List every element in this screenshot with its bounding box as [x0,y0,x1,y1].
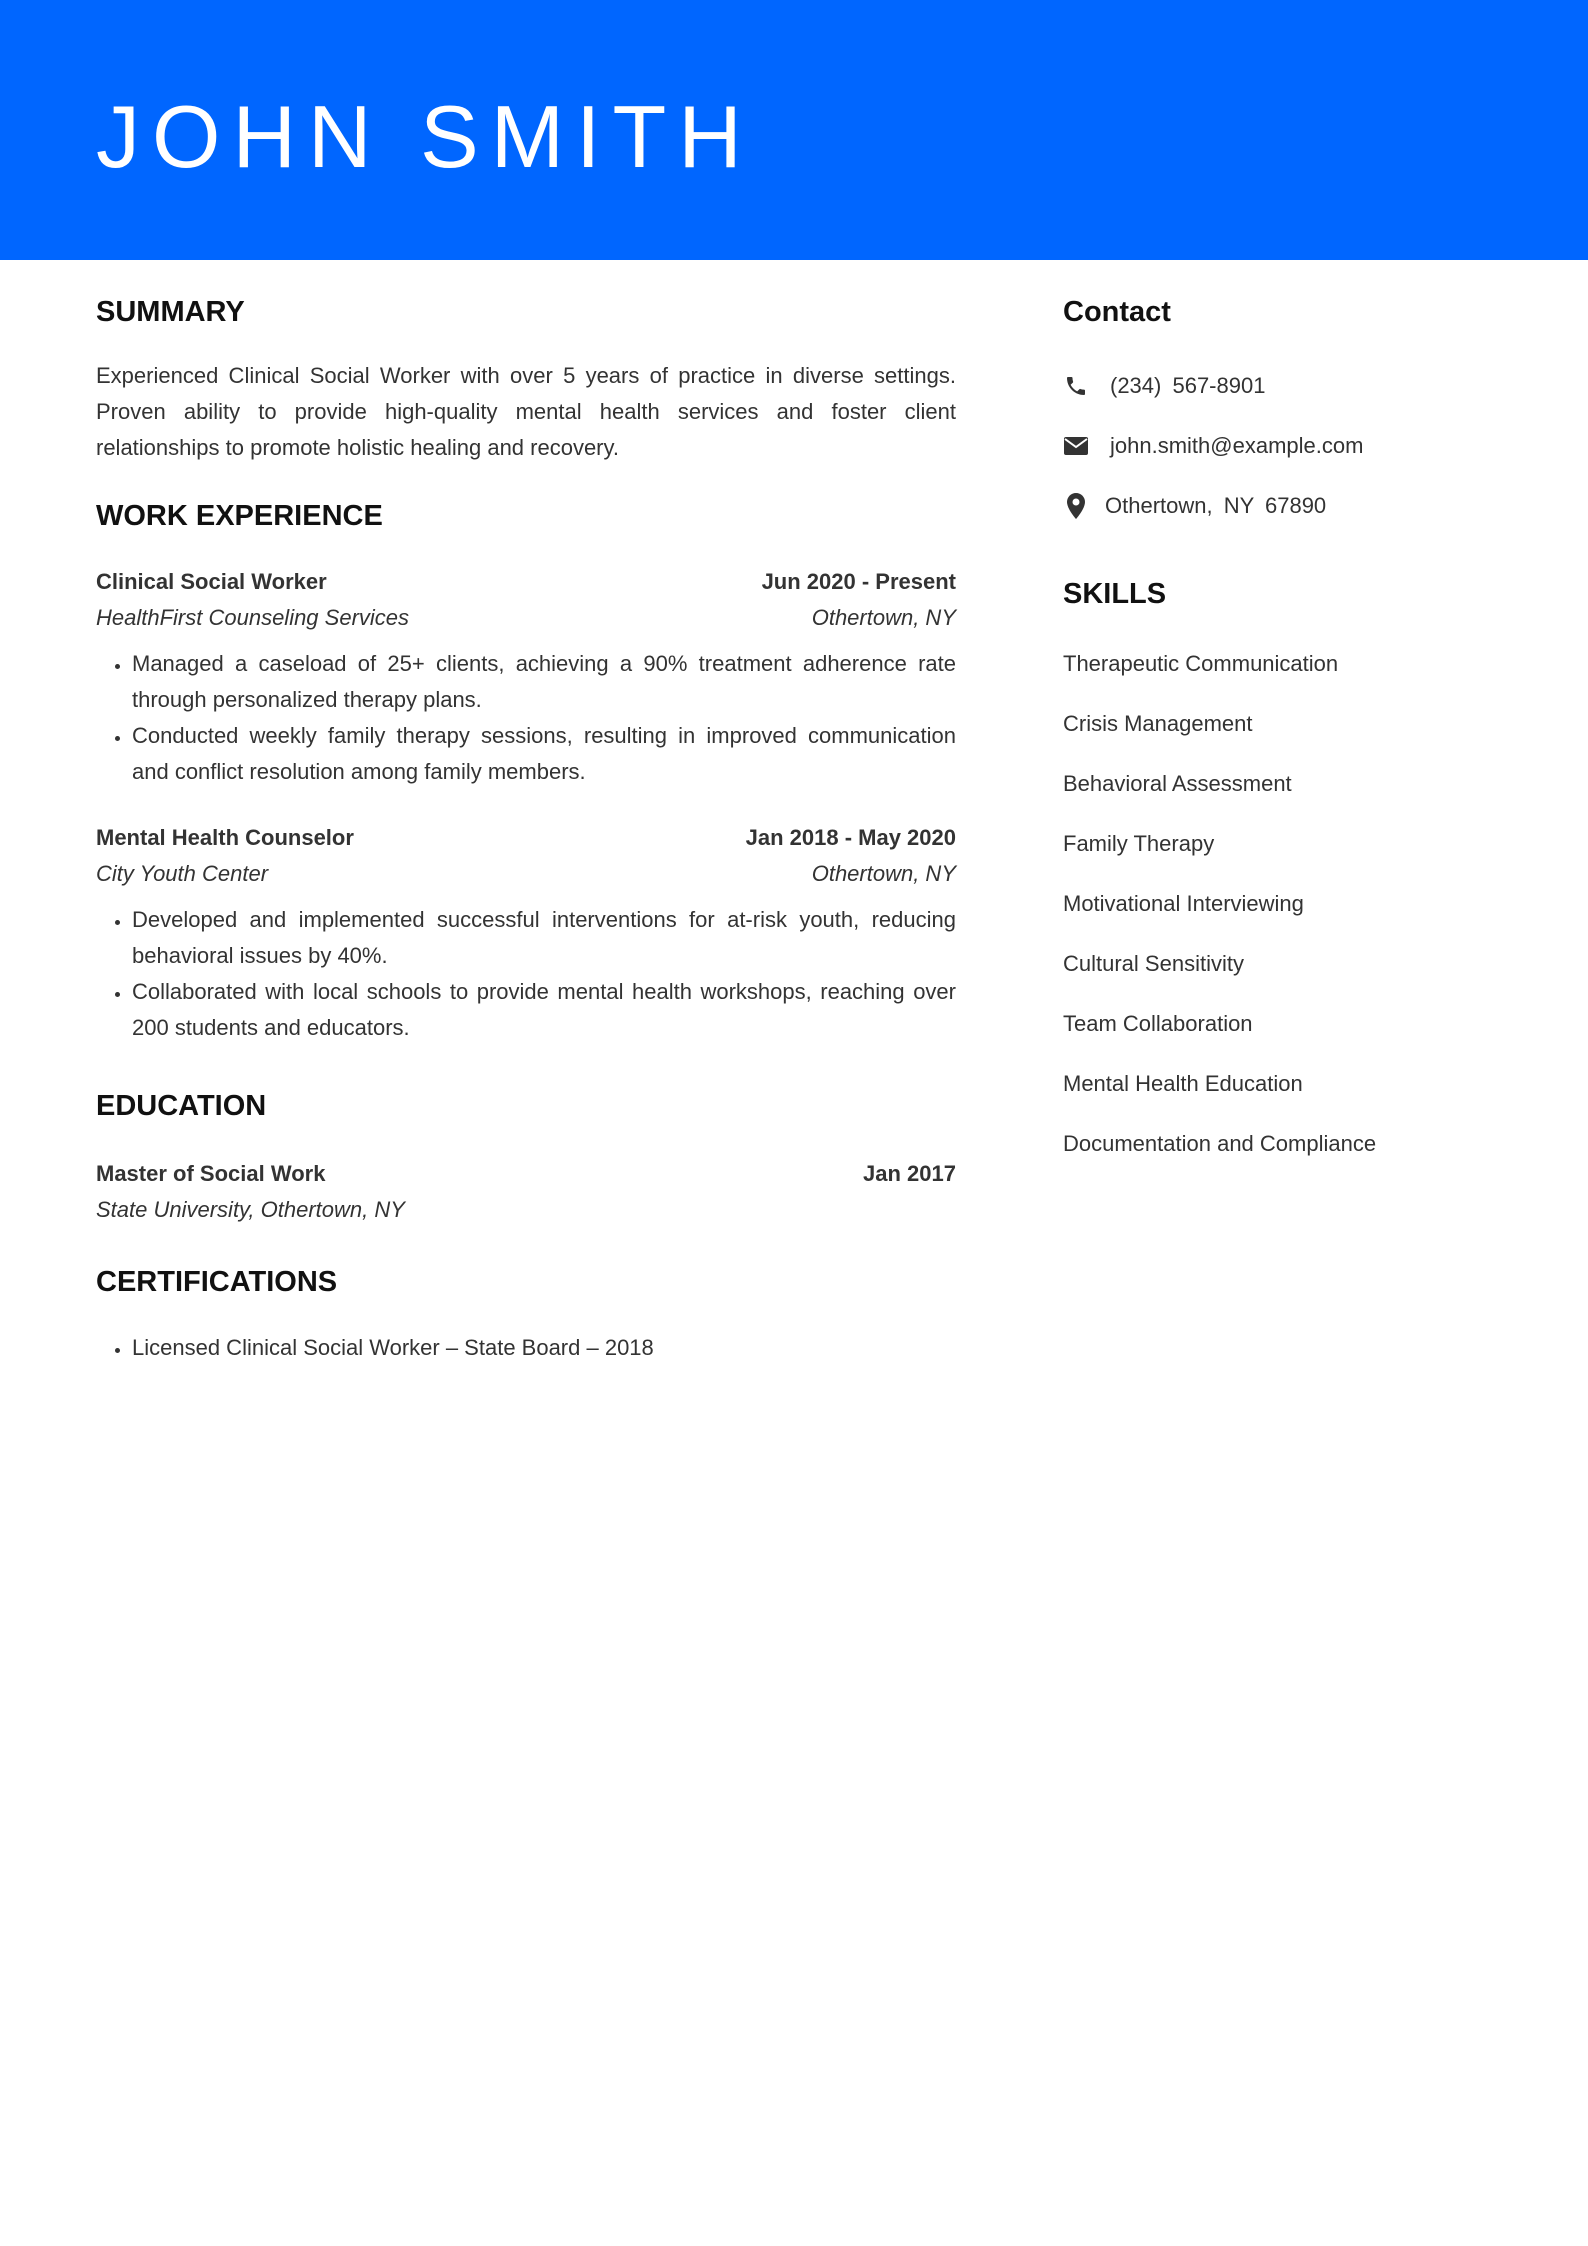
contact-heading: Contact [1063,296,1171,328]
map-marker-icon [1063,493,1089,519]
candidate-name: JOHN SMITH [96,87,754,186]
skill-item: Behavioral Assessment [1063,771,1292,796]
job-dates: Jun 2020 - Present [761,569,956,594]
phone-icon [1063,373,1089,399]
skill-item: Mental Health Education [1063,1071,1303,1096]
skill-item: Therapeutic Communication [1063,651,1339,676]
contact-phone [1063,368,1493,404]
job-title: Mental Health Counselor [96,825,354,850]
skill-item: Family Therapy [1063,831,1215,856]
job-bullet: • Collaborated with local schools to provide mental health workshops, reaching over 200 students and educators. [132,974,956,1046]
job-entry [96,820,956,1046]
skill-item: Crisis Management [1063,711,1253,736]
job-dates: Jan 2018 - May 2020 [745,825,956,850]
education-entry [96,1156,956,1228]
job-bullet: • Managed a caseload of 25+ clients, achieving a 90% treatment adherence rate through personalized therapy plans. [132,646,956,718]
education-heading: EDUCATION [96,1090,267,1122]
job-entry [96,564,956,790]
contact-email [1063,428,1493,464]
skills-list [1063,646,1493,1162]
skill-item: Documentation and Compliance [1063,1131,1377,1156]
job-bullet: • Developed and implemented successful interventions for at-risk youth, reducing behavioral issues by 40%. [132,902,956,974]
certification-item: • Licensed Clinical Social Worker – State Board – 2018 [132,1330,956,1366]
summary-text: Experienced Clinical Social Worker with over 5 years of practice in diverse settings. Proven ability to provide high-quality mental health services and foster client relationships to promote holistic healing and recovery. [96,363,956,460]
skill-item: Team Collaboration [1063,1011,1253,1036]
job-bullets [96,902,956,1046]
school-name: State University, Othertown, NY [96,1197,405,1222]
job-bullet: • Conducted weekly family therapy sessions, resulting in improved communication and conflict resolution among family members. [132,718,956,790]
main-column [96,292,956,1366]
certifications-list [96,1330,956,1366]
skill-item: Motivational Interviewing [1063,891,1304,916]
job-bullets [96,646,956,790]
job-location: Othertown, NY [811,605,956,630]
work-experience-heading: WORK EXPERIENCE [96,500,383,532]
sidebar-column [1063,292,1493,1186]
contact-list [1063,368,1493,524]
email-address[interactable]: john.smith@example.com [1110,433,1364,458]
skills-heading: SKILLS [1063,578,1167,610]
certifications-heading: CERTIFICATIONS [96,1266,338,1298]
job-organization: HealthFirst Counseling Services [96,605,410,630]
header-banner [0,0,1588,260]
address: Othertown, NY 67890 [1105,493,1327,518]
job-title: Clinical Social Worker [96,569,327,594]
contact-address [1063,488,1493,524]
phone-number[interactable]: (234) 567-8901 [1110,373,1266,398]
skill-item: Cultural Sensitivity [1063,951,1244,976]
job-location: Othertown, NY [811,861,956,886]
job-organization: City Youth Center [96,861,269,886]
summary-heading: SUMMARY [96,296,245,328]
envelope-icon [1063,433,1089,459]
degree-name: Master of Social Work [96,1161,326,1186]
degree-date: Jan 2017 [863,1161,956,1186]
